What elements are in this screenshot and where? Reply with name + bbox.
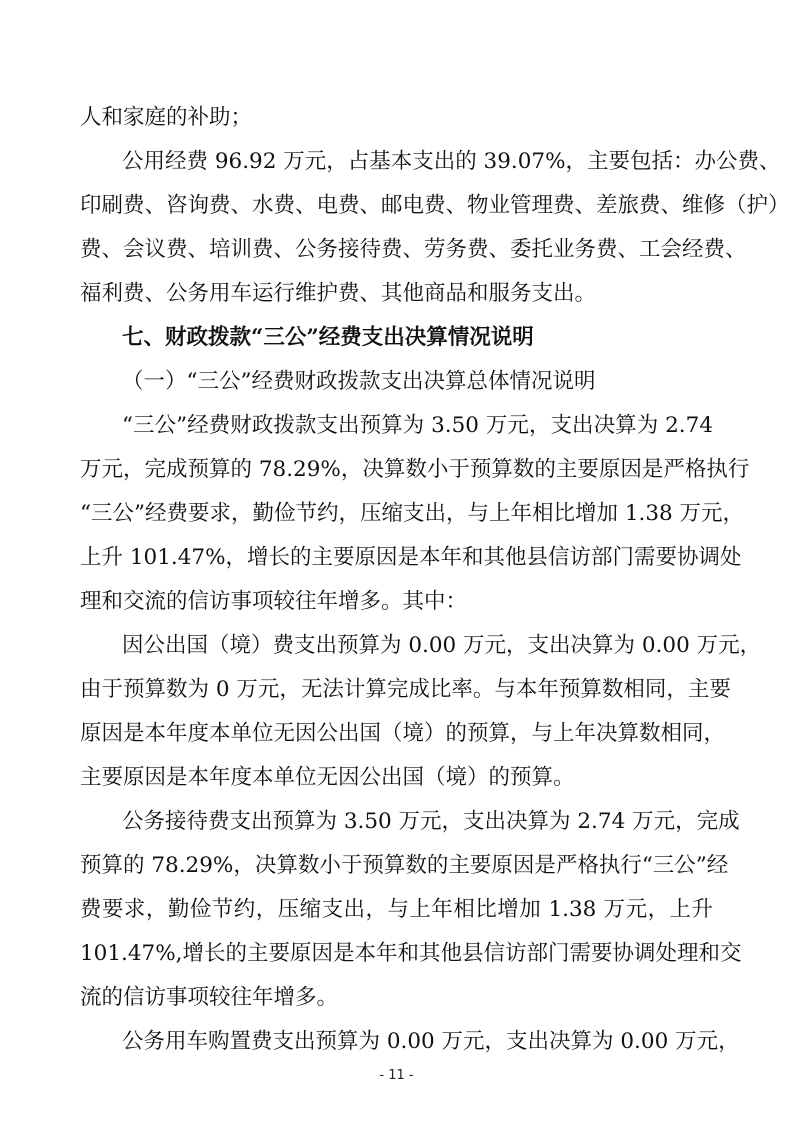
paragraph-line: 费要求，勤俭节约，压缩支出，与上年相比增加 1.38 万元，上升: [80, 897, 713, 922]
paragraph-line: 公务用车购置费支出预算为 0.00 万元，支出决算为 0.00 万元，: [122, 1029, 740, 1054]
page-number: - 11 -: [379, 1068, 414, 1083]
paragraph-line: 印刷费、咨询费、水费、电费、邮电费、物业管理费、差旅费、维修（护）: [80, 193, 790, 218]
section-heading: 七、财政拨款“三公”经费支出决算情况说明: [122, 325, 534, 350]
paragraph-line: 理和交流的信访事项较往年增多。其中：: [80, 589, 468, 614]
paragraph-line: 因公出国（境）费支出预算为 0.00 万元，支出决算为 0.00 万元，: [122, 633, 762, 658]
paragraph-line: “三公”经费财政拨款支出预算为 3.50 万元，支出决算为 2.74: [122, 413, 713, 438]
paragraph-line: 流的信访事项较往年增多。: [80, 985, 339, 1010]
paragraph-line: 由于预算数为 0 万元，无法计算完成比率。与本年预算数相同，主要: [80, 677, 731, 702]
paragraph-line: 人和家庭的补助；: [80, 105, 253, 130]
paragraph-line: 公务接待费支出预算为 3.50 万元，支出决算为 2.74 万元，完成: [122, 809, 740, 834]
paragraph-line: 101.47%,增长的主要原因是本年和其他县信访部门需要协调处理和交: [80, 941, 742, 966]
paragraph-line: 费、会议费、培训费、公务接待费、劳务费、委托业务费、工会经费、: [80, 237, 747, 262]
paragraph-line: 公用经费 96.92 万元，占基本支出的 39.07%，主要包括：办公费、: [122, 149, 781, 174]
paragraph-line: 主要原因是本年度本单位无因公出国（境）的预算。: [80, 765, 575, 790]
paragraph-line: 预算的 78.29%，决算数小于预算数的主要原因是严格执行“三公”经: [80, 853, 729, 878]
paragraph-line: “三公”经费要求，勤俭节约，压缩支出，与上年相比增加 1.38 万元，: [80, 501, 745, 526]
paragraph-line: 万元，完成预算的 78.29%，决算数小于预算数的主要原因是严格执行: [80, 457, 750, 482]
subsection-heading: （一）“三公”经费财政拨款支出决算总体情况说明: [122, 369, 596, 394]
paragraph-line: 原因是本年度本单位无因公出国（境）的预算，与上年决算数相同，: [80, 721, 726, 746]
paragraph-line: 上升 101.47%，增长的主要原因是本年和其他县信访部门需要协调处: [80, 545, 742, 570]
paragraph-line: 福利费、公务用车运行维护费、其他商品和服务支出。: [80, 281, 597, 306]
